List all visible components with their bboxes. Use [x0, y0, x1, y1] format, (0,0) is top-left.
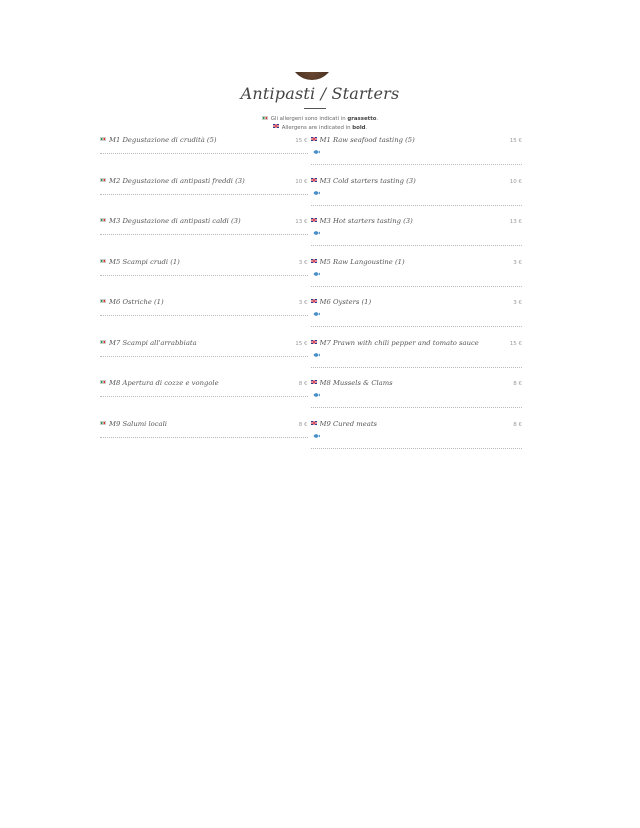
item-name-english: M7 Prawn with chili pepper and tomato sauce — [319, 338, 479, 347]
dish-bowl — [290, 72, 334, 80]
italian-flag-icon — [100, 299, 106, 303]
italian-flag-icon — [100, 340, 106, 344]
fish-icon — [313, 352, 320, 358]
uk-flag-icon — [311, 137, 317, 141]
menu-row — [100, 293, 522, 334]
item-divider — [100, 194, 308, 195]
menu-item-english — [311, 131, 523, 172]
menu-item-english — [311, 334, 523, 375]
item-divider — [100, 356, 308, 357]
menu-item-italian — [100, 131, 308, 172]
menu-item-italian — [100, 334, 308, 375]
uk-flag-icon — [311, 299, 317, 303]
item-price-italian: 8 € — [298, 421, 308, 428]
menu-item-english — [311, 253, 523, 294]
uk-flag-icon — [311, 340, 317, 344]
italian-flag-icon — [100, 421, 106, 425]
item-name-italian: M1 Degustazione di crudità (5) — [109, 136, 217, 144]
item-price-italian: 15 € — [295, 138, 308, 144]
italian-flag-icon — [100, 178, 106, 182]
fish-icon — [313, 190, 320, 196]
menu-row — [100, 131, 522, 172]
item-divider — [311, 164, 523, 165]
italian-flag-icon — [262, 116, 268, 120]
item-name-english: M9 Cured meats — [319, 419, 378, 428]
menu-item-italian — [100, 212, 308, 253]
item-name-italian: M5 Scampi crudi (1) — [109, 257, 180, 266]
item-name-english: M1 Raw seafood tasting (5) — [319, 136, 415, 144]
note-it-prefix: Gli allergeni sono indicati in — [270, 116, 346, 122]
menu-item-italian — [100, 374, 308, 415]
menu-item-english — [311, 293, 523, 334]
item-divider — [100, 396, 308, 397]
item-name-italian: M9 Salumi locali — [109, 419, 167, 428]
item-divider — [311, 367, 523, 368]
item-name-english: M6 Oysters (1) — [319, 298, 372, 306]
menu-item-english — [311, 415, 523, 456]
uk-flag-icon — [311, 178, 317, 182]
fish-icon — [313, 271, 320, 277]
item-price-italian: 15 € — [295, 340, 308, 347]
menu-item-italian — [100, 415, 308, 456]
item-name-italian: M7 Scampi all'arrabbiata — [109, 338, 197, 347]
menu-row — [100, 374, 522, 415]
uk-flag-icon — [311, 218, 317, 222]
fish-icon — [313, 433, 320, 439]
menu-item-english — [311, 212, 523, 253]
item-price-english: 15 € — [509, 340, 522, 347]
allergen-note-italian — [0, 115, 640, 124]
menu-row — [100, 415, 522, 456]
fish-icon — [313, 392, 320, 398]
item-name-italian: M6 Ostriche (1) — [109, 298, 164, 306]
uk-flag-icon — [273, 124, 279, 128]
menu-list — [100, 131, 522, 455]
menu-item-english — [311, 172, 523, 213]
menu-row — [100, 334, 522, 375]
uk-flag-icon — [311, 259, 317, 263]
allergen-notes — [0, 115, 640, 132]
item-price-english: 3 € — [513, 259, 522, 266]
item-divider — [100, 437, 308, 438]
item-name-english: M3 Cold starters tasting (3) — [319, 176, 416, 185]
italian-flag-icon — [100, 259, 106, 263]
menu-item-english — [311, 374, 523, 415]
menu-row — [100, 253, 522, 294]
note-en-suffix: . — [365, 124, 368, 131]
item-price-italian: 3 € — [298, 259, 308, 266]
item-divider — [100, 315, 308, 316]
menu-item-italian — [100, 253, 308, 294]
item-price-english: 15 € — [509, 138, 522, 144]
dish-photo — [290, 72, 334, 80]
item-price-english: 13 € — [509, 219, 522, 225]
fish-icon — [313, 149, 320, 155]
item-name-english: M3 Hot starters tasting (3) — [319, 217, 413, 225]
title-divider — [304, 108, 326, 109]
section-title: Antipasti / Starters — [240, 84, 400, 103]
item-price-english: 10 € — [509, 178, 522, 185]
item-divider — [100, 153, 308, 154]
note-it-suffix: . — [376, 116, 379, 122]
item-price-english: 8 € — [513, 421, 522, 428]
italian-flag-icon — [100, 137, 106, 141]
item-name-italian: M8 Apertura di cozze e vongole — [109, 379, 219, 387]
italian-flag-icon — [100, 380, 106, 384]
menu-item-italian — [100, 293, 308, 334]
note-en-prefix: Allergens are indicated in — [281, 124, 351, 131]
item-price-english: 8 € — [513, 381, 522, 387]
item-price-italian: 8 € — [298, 381, 308, 387]
item-divider — [311, 407, 523, 408]
menu-row — [100, 212, 522, 253]
note-en-bold: bold — [352, 124, 366, 131]
menu-item-italian — [100, 172, 308, 213]
item-name-english: M8 Mussels & Clams — [319, 379, 393, 387]
item-divider — [311, 205, 523, 206]
item-divider — [311, 326, 523, 327]
item-price-italian: 3 € — [298, 300, 308, 306]
item-name-english: M5 Raw Langoustine (1) — [319, 257, 405, 266]
note-it-bold: grassetto — [347, 116, 377, 122]
item-price-english: 3 € — [513, 300, 522, 306]
item-price-italian: 10 € — [295, 178, 308, 185]
uk-flag-icon — [311, 380, 317, 384]
fish-icon — [313, 230, 320, 236]
item-divider — [100, 275, 308, 276]
item-divider — [311, 286, 523, 287]
menu-row — [100, 172, 522, 213]
uk-flag-icon — [311, 421, 317, 425]
italian-flag-icon — [100, 218, 106, 222]
item-divider — [100, 234, 308, 235]
item-divider — [311, 245, 523, 246]
item-name-italian: M2 Degustazione di antipasti freddi (3) — [109, 176, 245, 185]
item-divider — [311, 448, 523, 449]
item-name-italian: M3 Degustazione di antipasti caldi (3) — [109, 217, 241, 225]
item-price-italian: 13 € — [295, 219, 308, 225]
fish-icon — [313, 311, 320, 317]
